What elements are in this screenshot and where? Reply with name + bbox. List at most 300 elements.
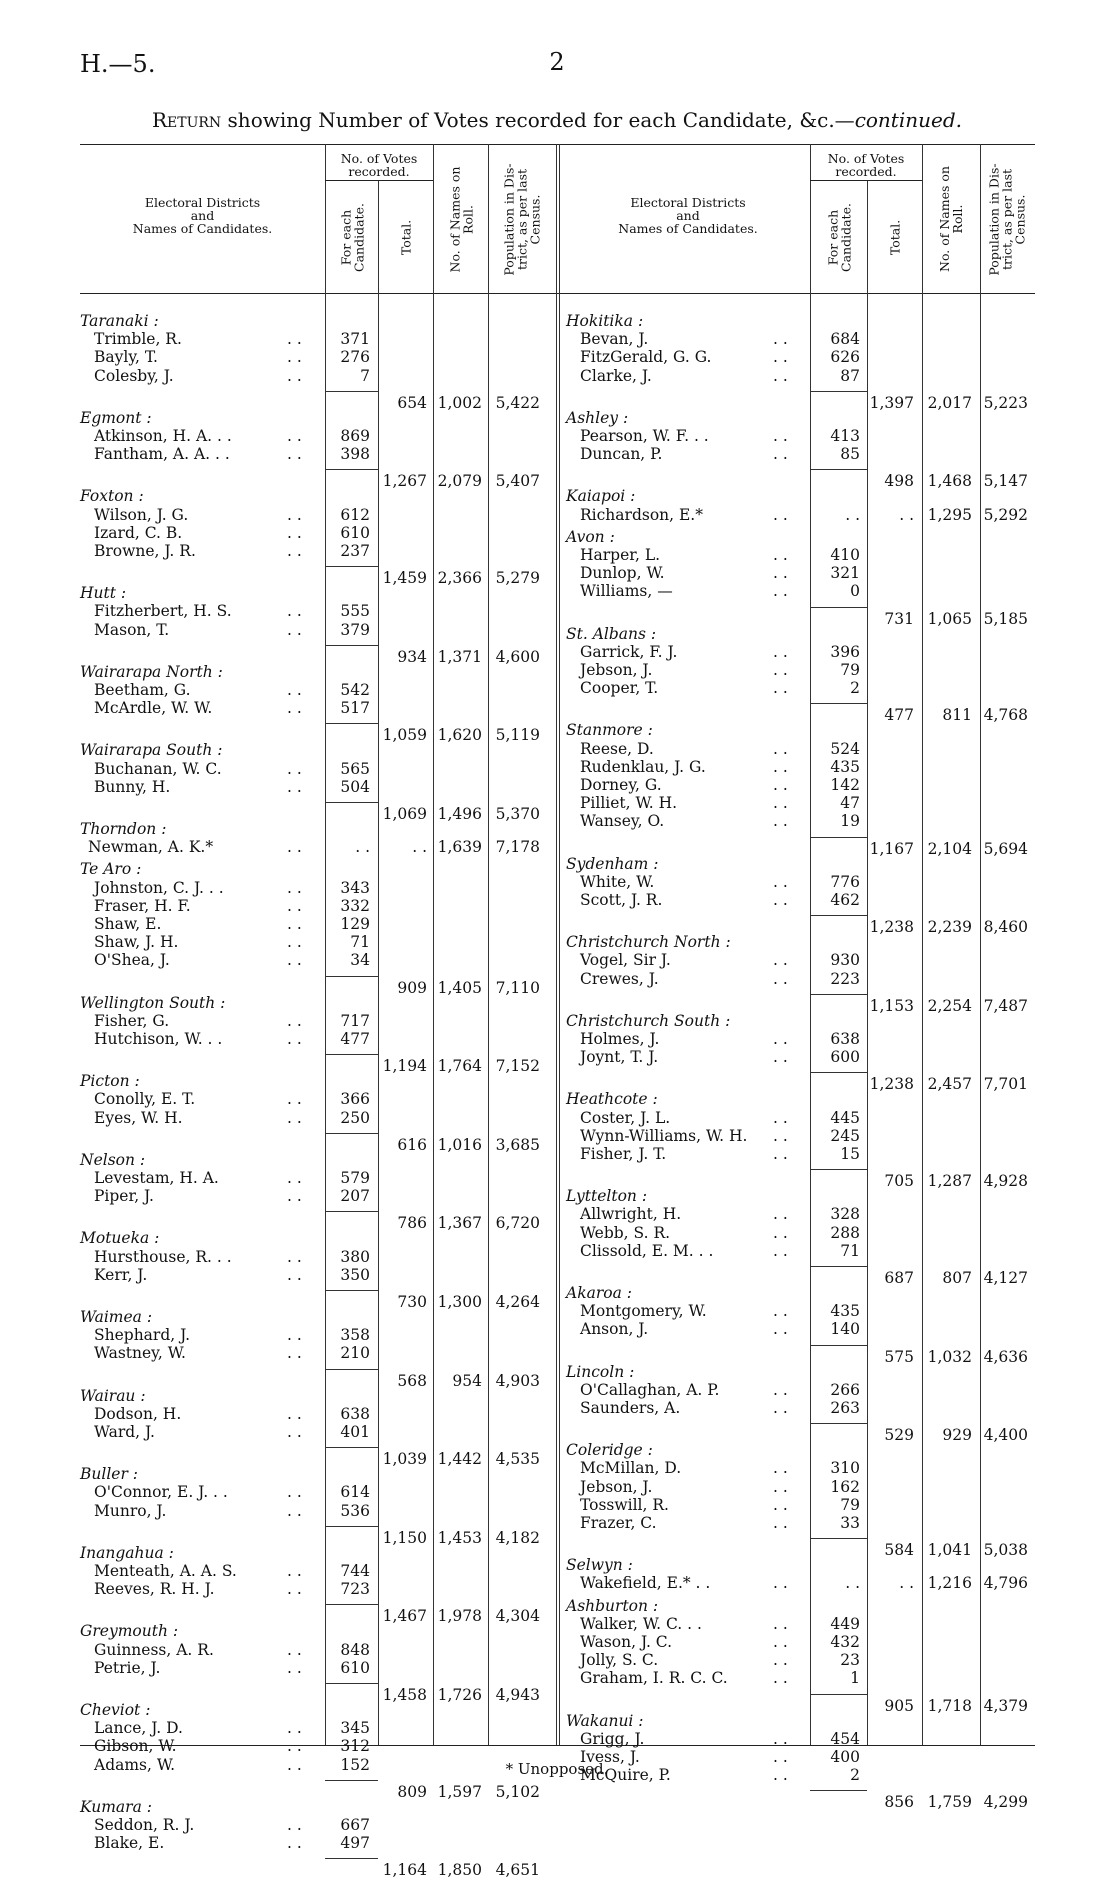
district-label: Wellington South : [80,993,226,1012]
leader-dots: . . [287,951,302,970]
district-totals-row [0,1269,1114,1287]
leader-dots: . . [773,505,788,524]
leader-dots: . . [287,838,302,857]
candidate-votes: 744 [340,1562,370,1580]
leader-dots: . . [287,1169,302,1187]
title-continued: continued. [854,108,963,132]
candidate-row [0,1302,1114,1320]
district-label: Ashley : [566,408,629,427]
district-label: Wairau : [80,1386,146,1405]
leader-dots: . . [287,896,302,915]
candidate-votes: 288 [830,1223,860,1242]
candidate-votes: 321 [830,564,860,583]
district-names-on-roll: 2,254 [927,996,972,1015]
candidate-name: Ivess, J. [580,1748,640,1766]
district-total-votes: . . [412,838,427,857]
district-population: 3,685 [495,1135,540,1154]
district-names-on-roll: 1,453 [437,1528,482,1547]
leader-dots: . . [773,1633,788,1651]
district-totals-row [0,1075,1114,1093]
candidate-name: Holmes, J. [580,1030,660,1048]
district-label: Hutt : [80,584,127,603]
district-names-on-roll: 1,759 [927,1793,972,1812]
district-population: 4,943 [495,1686,540,1704]
candidate-name: Hursthouse, R. . . [94,1247,232,1266]
candidate-name: Duncan, P. [580,445,663,464]
district-totals-row [0,918,1114,936]
candidate-votes: 614 [340,1483,370,1502]
candidate-name: Wansey, O. [580,812,665,831]
candidate-name: Bevan, J. [580,330,649,349]
candidate-name: Fisher, J. T. [580,1145,667,1163]
district-names-on-roll: 1,718 [927,1696,972,1715]
district-total-votes: 909 [397,978,427,997]
district-population: 4,299 [983,1793,1028,1812]
candidate-name: Tosswill, R. [580,1495,669,1514]
leader-dots: . . [287,1404,302,1423]
district-names-on-roll: 2,017 [927,393,972,412]
candidate-name: O'Connor, E. J. . . [94,1483,228,1502]
district-total-votes: 1,238 [869,1075,914,1094]
district-population: 4,127 [983,1269,1028,1287]
left-header-total: Total. [398,219,413,255]
candidate-votes: 87 [840,366,860,385]
candidate-name: Graham, I. R. C. C. [580,1669,728,1688]
leader-dots: . . [773,1320,788,1339]
candidate-name: Dunlop, W. [580,564,665,583]
candidate-votes: 142 [830,776,860,794]
district-totals-row [0,1348,1114,1366]
right-header-for-each-candidate: For each Candidate. [824,202,853,272]
candidate-name: Gibson, W. [94,1737,177,1756]
candidate-row [0,1459,1114,1477]
district-label: Akaroa : [566,1284,632,1302]
district-total-votes: 705 [884,1172,914,1191]
leader-dots: . . [773,1766,788,1785]
candidate-row [0,970,1114,988]
candidate-votes: 350 [340,1265,370,1284]
votes-subtotal-rule [810,469,867,470]
district-population: 4,796 [983,1574,1028,1593]
candidate-name: Jebson, J. [580,1477,653,1496]
district-total-votes: . . [899,505,914,524]
candidate-name: Beetham, G. [94,681,191,699]
candidate-votes: 454 [830,1729,860,1748]
district-total-votes: 786 [397,1214,427,1233]
district-population: 4,768 [983,706,1028,725]
district-names-on-roll: 954 [452,1371,482,1390]
candidate-votes: 610 [340,1658,370,1677]
district-names-on-roll: 1,016 [437,1135,482,1154]
leader-dots: . . [773,642,788,661]
votes-subtotal-rule [810,915,867,916]
leader-dots: . . [773,1380,788,1399]
district-totals-row [0,1426,1114,1444]
candidate-name: Lance, J. D. [94,1719,183,1738]
candidate-votes: 848 [340,1640,370,1659]
district-totals-row [0,1172,1114,1190]
district-label: Heathcote : [566,1090,658,1109]
candidate-votes: 7 [360,366,370,385]
candidate-votes: 2 [850,1766,860,1785]
leader-dots: . . [287,1090,302,1109]
candidate-row [0,1224,1114,1242]
leader-dots: . . [773,427,788,445]
district-label: Nelson : [80,1150,146,1169]
district-total-votes: 1,194 [382,1057,427,1076]
candidate-votes: 71 [840,1241,860,1260]
candidate-name: Vogel, Sir J. [580,951,671,970]
candidate-name: Williams, — [580,582,673,601]
candidate-votes: 19 [840,812,860,831]
district-total-votes: . . [899,1574,914,1593]
candidate-votes: 542 [340,681,370,699]
candidate-row [0,643,1114,661]
leader-dots: . . [287,602,302,621]
title-lead: Return [151,108,222,132]
district-names-on-roll: 2,104 [927,839,972,858]
district-total-votes: 731 [884,609,914,628]
district-population: 4,535 [495,1450,540,1469]
leader-dots: . . [773,969,788,988]
leader-dots: . . [773,582,788,601]
candidate-votes: 579 [340,1169,370,1187]
candidate-votes: 79 [840,661,860,679]
candidate-name: Scott, J. R. [580,891,663,909]
candidate-name: Wilson, J. G. [94,505,189,524]
leader-dots: . . [773,1651,788,1670]
candidate-row [0,951,1114,969]
votes-subtotal-rule [810,994,867,995]
district-names-on-roll: 1,639 [437,838,482,857]
district-names-on-roll: 1,032 [927,1347,972,1366]
district-total-votes: 1,164 [382,1861,427,1880]
district-total-votes: 654 [397,393,427,412]
candidate-votes: 15 [840,1145,860,1163]
candidate-votes: 400 [830,1748,860,1766]
district-population: 5,147 [983,472,1028,491]
leader-dots: . . [773,794,788,813]
candidate-name: Grigg, J. [580,1729,645,1748]
right-header-total: Total. [887,219,902,255]
votes-subtotal-rule [810,703,867,704]
votes-subtotal-rule [325,1858,378,1859]
candidate-row [0,758,1114,776]
district-label: Ashburton : [566,1596,659,1615]
district-total-votes: 1,059 [382,726,427,745]
district-total-votes: 1,459 [382,569,427,588]
candidate-row [0,1816,1114,1834]
district-population: 7,152 [495,1057,540,1076]
candidate-name: Seddon, R. J. [94,1816,195,1834]
district-population: 5,292 [983,505,1028,524]
district-label: Waimea : [80,1308,153,1326]
votes-subtotal-rule [810,1790,867,1791]
candidate-row [0,891,1114,909]
candidate-row [0,348,1114,366]
leader-dots: . . [773,812,788,831]
left-header-votes-recorded: No. of Votes recorded. [340,151,418,179]
candidate-votes: 328 [830,1205,860,1224]
votes-subtotal-rule [325,1604,378,1605]
candidate-votes: 85 [840,445,860,464]
district-names-on-roll: 1,295 [927,505,972,524]
leader-dots: . . [773,445,788,464]
candidate-votes: . . [845,505,860,524]
candidate-name: Pearson, W. F. . . [580,427,709,445]
candidate-votes: 536 [340,1501,370,1520]
candidate-name: Fraser, H. F. [94,896,191,915]
candidate-row [0,427,1114,445]
candidate-row [0,1320,1114,1338]
district-names-on-roll: 2,239 [927,918,972,937]
district-names-on-roll: 1,002 [437,393,482,412]
district-total-votes: 477 [884,706,914,725]
candidate-votes: 245 [830,1126,860,1145]
candidate-votes: 667 [340,1816,370,1834]
candidate-votes: 237 [340,542,370,560]
candidate-name: Frazer, C. [580,1514,657,1532]
leader-dots: . . [773,1205,788,1224]
district-total-votes: 1,167 [869,839,914,858]
leader-dots: . . [773,1477,788,1496]
district-label: Kaiapoi : [566,487,636,506]
district-label: Wakanui : [566,1711,644,1730]
candidate-row [0,1048,1114,1066]
leader-dots: . . [287,681,302,699]
district-population: 5,407 [495,472,540,491]
district-names-on-roll: 1,850 [437,1861,482,1880]
candidate-name: Shaw, E. [94,915,162,933]
candidate-row [0,1205,1114,1223]
leader-dots: . . [287,1501,302,1520]
district-label: Stanmore : [566,721,653,740]
leader-dots: . . [773,330,788,349]
candidate-votes: 266 [830,1380,860,1399]
candidate-votes: 497 [340,1834,370,1853]
leader-dots: . . [287,542,302,560]
candidate-name: Adams, W. [94,1755,176,1774]
leader-dots: . . [287,1030,302,1048]
district-names-on-roll: 1,371 [437,647,482,666]
candidate-row [0,445,1114,463]
candidate-votes: 504 [340,777,370,796]
candidate-name: Joynt, T. J. [580,1048,659,1067]
district-names-on-roll: 1,468 [927,472,972,491]
candidate-name: Bunny, H. [94,777,171,796]
district-names-on-roll: 929 [942,1426,972,1445]
district-population: 7,487 [983,996,1028,1015]
candidate-votes: 869 [340,427,370,445]
leader-dots: . . [773,1748,788,1766]
candidate-name: Rudenklau, J. G. [580,757,706,776]
candidate-name: McArdle, W. W. [94,699,213,718]
left-header-for-each-candidate: For each Candidate. [337,202,366,272]
candidate-name: Wynn-Williams, W. H. [580,1126,748,1145]
candidate-votes: 358 [340,1326,370,1345]
leader-dots: . . [287,1344,302,1363]
candidate-row [0,1615,1114,1633]
candidate-votes: 207 [340,1187,370,1206]
leader-dots: . . [773,1108,788,1127]
candidate-votes: 47 [840,794,860,813]
candidate-row [0,1834,1114,1852]
candidate-votes: 610 [340,523,370,542]
district-population: 4,928 [983,1172,1028,1191]
leader-dots: . . [287,1658,302,1677]
candidate-name: Garrick, F. J. [580,642,678,661]
district-names-on-roll: 807 [942,1269,972,1287]
district-label: Buller : [80,1465,139,1484]
leader-dots: . . [287,366,302,385]
district-label: Christchurch North : [566,933,731,952]
candidate-name: Newman, A. K.* [88,838,214,857]
candidate-name: Wastney, W. [94,1344,186,1363]
district-population: 4,182 [495,1528,540,1547]
district-total-votes: 575 [884,1347,914,1366]
candidate-row [0,330,1114,348]
district-label: Thorndon : [80,820,167,838]
votes-subtotal-rule [810,1169,867,1170]
candidate-name: Saunders, A. [580,1399,681,1417]
votes-subtotal-rule [810,607,867,608]
document-reference: H.—5. [80,50,156,78]
candidate-name: Dorney, G. [580,776,662,794]
candidate-row [0,546,1114,564]
district-population: 5,279 [495,569,540,588]
district-totals-row [0,394,1114,412]
candidate-name: Menteath, A. A. S. [94,1562,237,1580]
district-label: Cheviot : [80,1701,151,1719]
candidate-name: Atkinson, H. A. . . [94,427,232,445]
district-total-votes: 1,069 [382,805,427,823]
candidate-name: Eyes, W. H. [94,1108,183,1127]
district-population: 4,903 [495,1371,540,1390]
candidate-name: O'Shea, J. [94,951,170,970]
candidate-name: Bayly, T. [94,348,158,367]
district-total-votes: 1,267 [382,472,427,491]
candidate-name: Ward, J. [94,1423,155,1441]
candidate-votes: 612 [340,505,370,524]
candidate-row [0,1242,1114,1260]
candidate-votes: 79 [840,1495,860,1514]
candidate-row [0,1127,1114,1145]
leader-dots: . . [287,620,302,639]
district-total-votes: 905 [884,1696,914,1715]
leader-dots: . . [287,915,302,933]
candidate-votes: 23 [840,1651,860,1670]
candidate-row [0,873,1114,891]
candidate-name: Johnston, C. J. . . [94,878,224,897]
candidate-name: Fisher, G. [94,1011,170,1030]
votes-subtotal-rule [325,1447,378,1448]
left-header-population: Population in Dis- trict, as per last Census. [501,162,542,276]
candidate-name: Kerr, J. [94,1265,148,1284]
candidate-votes: . . [845,1574,860,1593]
candidate-votes: 555 [340,602,370,621]
candidate-votes: 312 [340,1737,370,1756]
leader-dots: . . [773,1223,788,1242]
district-names-on-roll: 1,597 [437,1782,482,1801]
candidate-name: Allwright, H. [580,1205,682,1224]
candidate-row [0,1496,1114,1514]
leader-dots: . . [287,330,302,349]
candidate-votes: 477 [340,1030,370,1048]
leader-dots: . . [773,1302,788,1321]
candidate-row [0,794,1114,812]
right-votes-group-rule [810,180,922,181]
district-total-votes: 730 [397,1293,427,1311]
district-population: 4,264 [495,1293,540,1311]
candidate-votes: 930 [830,951,860,970]
candidate-votes: 2 [850,679,860,698]
candidate-votes: 345 [340,1719,370,1738]
title-main: showing Number of Votes recorded for each Candidate, &c.— [221,108,855,132]
candidate-votes: 1 [850,1669,860,1688]
district-total-votes: 1,397 [869,393,914,412]
district-total-votes: 1,039 [382,1450,427,1469]
district-total-votes: 498 [884,472,914,491]
leader-dots: . . [773,1729,788,1748]
leader-dots: . . [287,1011,302,1030]
district-label: Sydenham : [566,854,659,873]
page-number: 2 [549,48,565,76]
candidate-row [0,679,1114,697]
candidate-votes: 310 [830,1459,860,1478]
candidate-votes: 152 [340,1755,370,1774]
leader-dots: . . [287,1247,302,1266]
district-population: 5,223 [983,393,1028,412]
district-label: Picton : [80,1072,140,1091]
district-total-votes: 1,153 [869,996,914,1015]
district-label: Taranaki : [80,312,159,330]
candidate-row [0,661,1114,679]
candidate-votes: 413 [830,427,860,445]
left-header-names-on-roll: No. of Names on Roll. [446,166,475,272]
footnote: * Unopposed. [505,1760,609,1778]
district-names-on-roll: 2,366 [437,569,482,588]
leader-dots: . . [287,933,302,952]
candidate-name: Izard, C. B. [94,523,183,542]
candidate-row [0,1399,1114,1417]
district-total-votes: 809 [397,1782,427,1801]
leader-dots: . . [287,878,302,897]
district-label: Hokitika : [566,312,644,330]
leader-dots: . . [773,1399,788,1417]
candidate-name: Shephard, J. [94,1326,191,1345]
candidate-name: Cooper, T. [580,679,659,698]
candidate-name: Crewes, J. [580,969,659,988]
district-population: 5,694 [983,839,1028,858]
district-total-votes: 1,467 [382,1607,427,1626]
district-population: 4,636 [983,1347,1028,1366]
leader-dots: . . [773,348,788,367]
right-header-names-on-roll: No. of Names on Roll. [937,166,965,272]
candidate-votes: 435 [830,757,860,776]
leader-dots: . . [287,445,302,464]
candidate-name: Shaw, J. H. [94,933,179,952]
district-names-on-roll: 1,065 [927,609,972,628]
leader-dots: . . [287,1816,302,1834]
candidate-name: Montgomery, W. [580,1302,707,1321]
candidate-row [0,812,1114,830]
district-total-votes: 1,238 [869,918,914,937]
district-label: Motueka : [80,1229,160,1248]
candidate-row [0,740,1114,758]
district-names-on-roll: 1,496 [437,805,482,823]
right-header-votes-recorded: No. of Votes recorded. [827,151,905,179]
district-label: Te Aro : [80,860,142,879]
